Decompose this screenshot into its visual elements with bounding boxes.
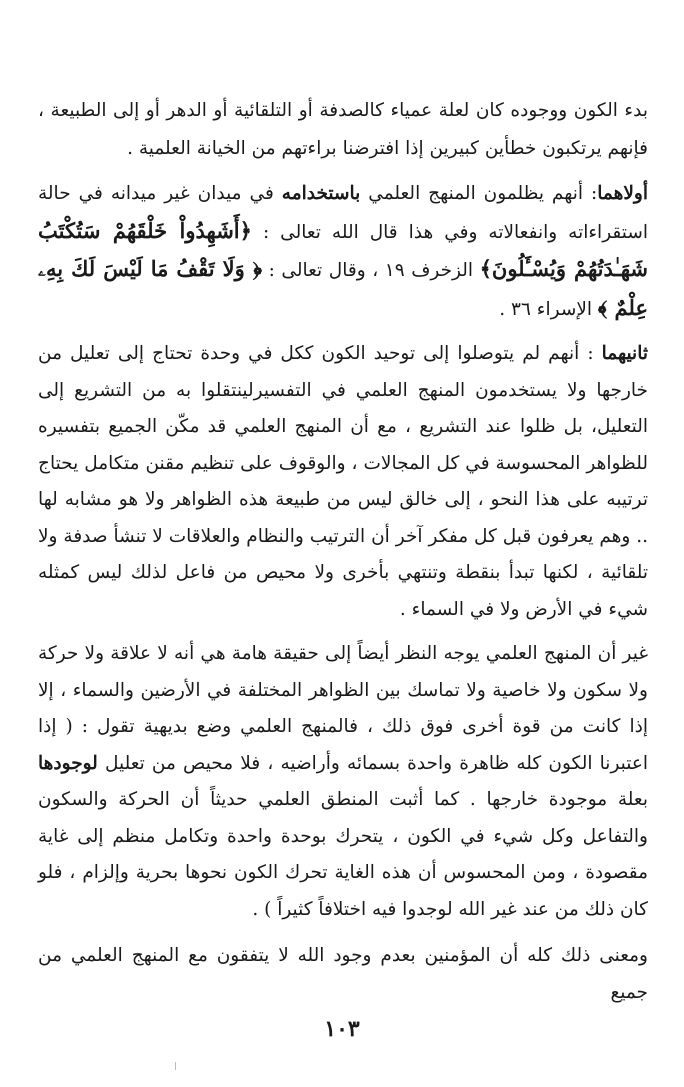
first-error-bold-term: باستخدامه	[281, 183, 361, 204]
paragraph-intro: بدء الكون ووجوده كان لعلة عمياء كالصدفة أو التلقائية أو الدهر أو إلى الطبيعة ، فإنهم يرتكبون خطأين كبيرين إذا افترضنا براءتهم من الخيانة العلمية .	[38, 100, 648, 159]
first-error-text-c: الزخرف ١٩ ، وقال تعالى :	[262, 260, 480, 281]
paragraph-first-error	[38, 176, 648, 328]
quran-verse-zukhruf: ﴿أَشَهِدُواْ خَلْقَهُمْ سَتُكْتَبُ شَهَـٰدَتُهُمْ وَيُسْـَٔلُونَ﴾	[38, 217, 648, 281]
second-error-text: : أنهم لم يتوصلوا إلى توحيد الكون ككل في وحدة تحتاج إلى تعليل من خارجها ولا يستخدمون المنهج العلمي في التفسيرلينتقلوا به من التشريع إلى التعليل، بل ظلوا عند التشريع ، مع أن المنهج العلمي قد مكّن الجميع بتفسيره للظواهر المحسوسة في كل المجالات ، والوقوف على تنظيم مقنن متكامل يحتاج ترتيبه على هذا النحو ، إلى خالق ليس من طبيعة هذه الظواهر ولا هو مشابه لها .. وهم يعرفون قبل كل مفكر آخر أن الترتيب والنظام والعلاقات لا تنشأ صدفة ولا تلقائية ، لكنها تبدأ بنقطة وتنتهي بأخرى ولا محيص من فاعل لذلك ليس كمثله شيء في الأرض ولا في السماء .	[38, 343, 648, 620]
scientific-method-text-a: غير أن المنهج العلمي يوجه النظر أيضاً إلى حقيقة هامة هي أنه لا علاقة ولا حركة ولا سكون ولا خاصية ولا تماسك بين الظواهر المختلفة في الأرضين والسماء ، إلا إذا كانت من قوة أخرى فوق ذلك ، فالمنهج العلمي وضع بديهية تقول : ( إذا اعتبرنا الكون كله ظاهرة واحدة بسمائه وأراضيه ، فلا محيص من تعليل	[38, 643, 648, 774]
page-body	[38, 92, 648, 1019]
quran-verse-isra: ﴿ وَلَا تَقْفُ مَا لَيْسَ لَكَ بِهِۦ عِلْمٌ ﴾	[38, 256, 648, 320]
paragraph-second-error	[38, 336, 648, 628]
scientific-method-bold-term: لوجودها	[38, 752, 98, 774]
first-error-text-b: في ميدان غير ميدانه في حالة استقراءاته وانفعالاته وفي هذا قال الله تعالى :	[38, 183, 648, 243]
scientific-method-text-b: بعلة موجودة خارجها . كما أثبت المنطق العلمي حديثاً أن الحركة والسكون والتفاعل وكل شيء في الكون ، يتحرك بوحدة واحدة وتكامل منظم إلى غاية مقصودة ، ومن المحسوس أن هذه الغاية تحرك الكون نحوها بحرية وإلزام ، فلو كان ذلك من عند غير الله لوجدوا فيه اختلافاً كثيراً ) .	[38, 789, 648, 920]
first-error-text-d: الإسراء ٣٦ .	[499, 298, 598, 320]
paragraph-conclusion: ومعنى ذلك كله أن المؤمنين بعدم وجود الله لا يتفقون مع المنهج العلمي من جميع	[38, 945, 648, 1003]
paragraph-scientific-method	[38, 636, 648, 928]
second-error-heading: ثانيهما	[601, 343, 648, 364]
first-error-text-a: : أنهم يظلمون المنهج العلمي	[360, 183, 598, 204]
page-edge-mark	[175, 1062, 176, 1070]
page-number: ١٠٣	[324, 1016, 360, 1042]
first-error-heading: أولاهما	[597, 183, 648, 204]
